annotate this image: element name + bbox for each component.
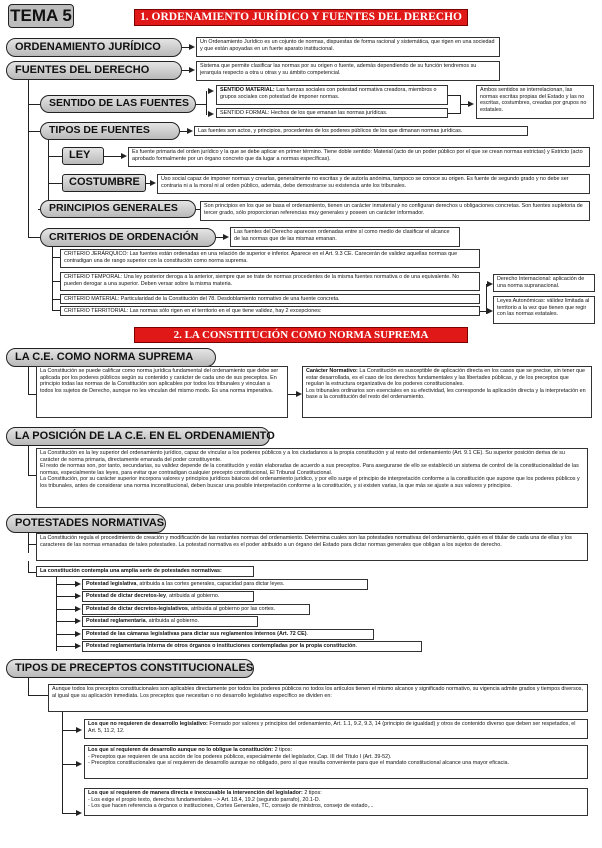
potestad-item bbox=[82, 641, 422, 652]
potestad-item bbox=[82, 616, 258, 627]
node-preceptos: TIPOS DE PRECEPTOS CONSTITUCIONALES bbox=[6, 659, 254, 678]
node-sentido: SENTIDO DE LAS FUENTES bbox=[40, 95, 196, 113]
sentido-material bbox=[216, 85, 448, 105]
tipos-definition: Las fuentes son actos, y principios, procedentes de los poderes públicos de los que dimanan normas jurídicas. bbox=[194, 126, 528, 136]
precepto-2-b: - Preceptos constitucionales que sí requieren de desarrollo aunque no obligado, pero sí que resulta conveniente para que el mandato constitucional alcance una mayor eficacia. bbox=[88, 760, 510, 767]
caracter-normativo-text: La Constitución es susceptible de aplicación directa en los casos que se precise, sin tener que estar desarrollada, es el caso de los derechos fundamentales y las libertades públicas, y de los preceptos que regulan la estructura organizativa de los poderes constitucionales. bbox=[306, 368, 585, 388]
section-2-title: 2. LA CONSTITUCIÓN COMO NORMA SUPREMA bbox=[134, 327, 468, 343]
costumbre-definition: Uso social capaz de imponer normas y crearlas, generalmente no escritas y de autoría anónima, tampoco se conoce su origen. Es fuente de segundo grado y no debe ser contraria ni a la moral ni al orden público, además, debe demostrarse su existencia ante los tribunales. bbox=[157, 174, 590, 194]
sentido-formal-label: SENTIDO FORMAL: bbox=[220, 110, 270, 116]
precepto-desarrollo-obligatorio bbox=[84, 788, 588, 816]
potestad-item bbox=[82, 604, 310, 615]
sentido-material-label: SENTIDO MATERIAL: bbox=[220, 87, 275, 93]
node-fuentes: FUENTES DEL DERECHO bbox=[6, 61, 182, 80]
criterio-temporal: CRITERIO TEMPORAL: Una ley posterior deroga a la anterior, siempre que se trate de normas procedentes de la misma fuentes normativa o de una equivalente. No pueden derogar a una superior. Deben versar sobre la misma materia. bbox=[60, 272, 480, 291]
precepto-1-text: Formado por valores y principios del ordenamiento, Art. 1.1, 9.2, 9.3, 14 (principio de igualdad) y otros de contenido diverso que deben ser respetados, el Art. 5, 11.2, 12. bbox=[88, 721, 576, 734]
principios-definition: Son principios en los que se basa el ordenamiento, tienen un carácter inmaterial y no configuran derechos u obligaciones concretas. Son fuentes supletoria de tercer grado, sólo proporcionan referencias muy generales y poseen un carácter informador. bbox=[200, 201, 590, 221]
excepcion-internacional: Derecho Internacional: aplicación de una norma supranacional. bbox=[493, 274, 595, 292]
precepto-3-label: Los que sí requieren de manera directa e inexcusable la intervención del legislador: bbox=[88, 790, 303, 796]
node-ordenamiento: ORDENAMIENTO JURÍDICO bbox=[6, 38, 182, 57]
preceptos-definition: Aunque todos los preceptos constitucionales son aplicables directamente por todos los poderes públicos no todos los artículos tienen el mismo alcance y significado normativo, su vigencia admite grados y tiempos diversos, al igual que su aplicación inmediata. Los preceptos que necesitan o no desarrollo legislativo específico se dividen en: bbox=[48, 684, 588, 712]
sentido-material-text: Las fuerzas sociales con potestad normativa creadora, miembros o grupos sociales con potestad de imponer normas. bbox=[220, 87, 437, 100]
potestad-item-rest: , atribuida a las cortes generales, capacidad para dictar leyes. bbox=[136, 581, 285, 587]
node-costumbre: COSTUMBRE bbox=[62, 174, 146, 192]
caracter-normativo-text-2: Los tribunales ordinarios son esenciales en su efectividad, les corresponde la aplicación directa y la interpretación en base a la constitución del resto del ordenamiento. bbox=[306, 387, 586, 401]
potestad-item-rest: , atribuida al gobierno. bbox=[166, 593, 220, 600]
node-tipos: TIPOS DE FUENTES bbox=[40, 122, 180, 140]
posicion-text-2: El resto de normas son, por tanto, secundarias, su validez depende de la constitución y están elaboradas de acuerdo a sus preceptos. Para asegurarse de ello se estableció un sistema de control de la constitucionalidad de las normas, especialmente las leyes, para evitar que contradigan cualquier precepto constitucional, El Tribunal Constitucional. bbox=[40, 463, 579, 476]
node-principios: PRINCIPIOS GENERALES bbox=[40, 200, 196, 218]
potestades-list-title: La constitución contempla una amplia serie de potestades normativas: bbox=[36, 566, 254, 577]
precepto-3-tail: 2 tipos: bbox=[304, 790, 322, 796]
potestad-item-bold: Potestad reglamentaria interna de otros órganos o instituciones contempladas por la propia constitución bbox=[86, 643, 356, 649]
criterio-territorial: CRITERIO TERRITORIAL: Las normas sólo rigen en el territorio en el que tiene validez, hay 2 excepciones: bbox=[60, 306, 480, 316]
excepcion-autonomicas: Leyes Autonómicas: válidez limitada al territorio a la vez que tienen que regir con las normas estatales. bbox=[493, 296, 595, 324]
criterios-definition: Las fuentes del Derecho aparecen ordenadas entre sí como medio de clasificar el alcance de las normas que de las mismas emanan. bbox=[230, 227, 460, 247]
potestad-item bbox=[82, 629, 374, 640]
criterio-material: CRITERIO MATERIAL: Particularidad de la Constitución del 78. Desdoblamiento normativo de una fuente concreta. bbox=[60, 294, 480, 304]
precepto-desarrollo-opcional bbox=[84, 745, 588, 779]
ley-definition: Es fuente primaria del orden jurídico y la que se debe aplicar en primer término. Tiene doble sentido: Material (acto de un poder público por el que se crean normas estrictas) y Estricto (acto aprobado formalmente por un órgano concreto que da lugar a normas específicas). bbox=[128, 147, 590, 167]
node-criterios: CRITERIOS DE ORDENACIÓN bbox=[40, 228, 216, 247]
node-posicion: LA POSICIÓN DE LA C.E. EN EL ORDENAMIENTO bbox=[6, 427, 270, 446]
potestad-item-bold: Potestad de dictar decretos-legislativos bbox=[86, 605, 188, 612]
potestad-item-bold: Potestad de dictar decretos-ley bbox=[86, 593, 166, 600]
sentido-interrelacion: Ambos sentidos se interrelacionan, las normas escritas propias del Estado y las no escritas, costumbres, creadas por grupos no estatales. bbox=[476, 85, 594, 119]
posicion-definition bbox=[36, 448, 588, 508]
potestad-item-rest: , atribuida al gobierno por las cortes. bbox=[187, 605, 276, 612]
potestades-definition: La Constitución regula el procedimiento de creación y modificación de las restantes normas del ordenamiento. Determina cuales son las potestades normativas del ordenamiento, quién es el titular de cada una de ellas y los caracteres de las normas emanadas de tales potestades. La potestad normativa es el poder atribuido a un órgano del Estado para dictar normas generales que obligan a los sujetos de derecho. bbox=[36, 533, 588, 561]
node-ley: LEY bbox=[62, 147, 104, 165]
tema-label: TEMA 5 bbox=[8, 4, 74, 28]
potestad-item-rest: . bbox=[306, 630, 309, 637]
potestad-item-rest: , atribuida al gobierno. bbox=[145, 618, 199, 625]
precepto-3-a: - Los exige el propio texto, derechos fundamentales --> Art. 18.4, 19.2 (segundo parrafo), 20.1-D. bbox=[88, 796, 321, 803]
node-ce-suprema: LA C.E. COMO NORMA SUPREMA bbox=[6, 348, 216, 367]
sentido-formal-text: Hechos de los que emanan las normas jurídicas. bbox=[270, 110, 388, 116]
criterio-jerarquico: CRITERIO JERÁRQUICO: Las fuentes están ordenadas en una relación de superior e inferior. Aparece en el Art. 9.3 CE. Carecerán de validez aquellas normas que contradigan una de rango superior con la constitución como norma suprema. bbox=[60, 249, 480, 268]
sentido-formal bbox=[216, 108, 448, 118]
posicion-text-3: La Constitución, por su carácter superior incorpora valores y principios jurídicos básicos del ordenamiento jurídico, y por ello surge el principio de interpretación conforme a la constitución que supone que los poderes públicos y los tribunales, antes de considerar una norma inconstitucional, deben buscar una posible interpretación conforme a la constitución, y si existen varias, la que más se ajuste a sus valores y principios. bbox=[40, 476, 580, 489]
potestad-item-bold: Potestad de las cámaras legislativas para dictar sus reglamentos internos (Art. 72 CE) bbox=[86, 630, 307, 637]
potestad-item bbox=[82, 579, 368, 590]
potestad-item-rest: . bbox=[355, 643, 358, 649]
precepto-2-label: Los que sí requieren de desarrollo aunque no lo obligue la constitución: bbox=[88, 747, 274, 753]
precepto-3-b: - Los que hacen referencia a órganos o instituciones, Cortes Generales, TC, consejo de ministros, consejo de estado,... bbox=[88, 803, 374, 810]
precepto-2-a: - Preceptos que requieren de una acción de los poderes públicos, especialmente del legislador, Cap. III del Título I (Art. 39-52). bbox=[88, 753, 392, 760]
precepto-sin-desarrollo bbox=[84, 719, 588, 739]
posicion-text-1: La Constitución es la ley superior del ordenamiento jurídico, capaz de vincular a los poderes públicos y a los ciudadanos a la propia constitución y al resto del ordenamiento (Art. 9.1 CE). Su superior posición deriva de su carácter de norma primaria, directamente emanada del poder constituyente. bbox=[40, 450, 565, 463]
node-potestades: POTESTADES NORMATIVAS bbox=[6, 514, 166, 533]
precepto-2-tail: 2 tipos: bbox=[274, 747, 292, 753]
fuentes-definition: Sistema que permite clasificar las normas por su origen o fuente, además dependiendo de su función tendremos su jerarquía respecto a otra u otras y su ámbito competencial. bbox=[196, 61, 500, 81]
ordenamiento-definition: Un Ordenamiento Jurídico es un cojunto de normas, dispuestas de forma racional y sistemática, que rigen en una sociedad y que están apoyadas en un fuerte aparato institucional. bbox=[196, 37, 500, 57]
caracter-normativo-label: Carácter Normativo: bbox=[306, 368, 358, 374]
ce-suprema-definition: La Constitución se puede calificar como norma jurídica fundamental del ordenamiento que debe ser aplicada por los poderes públicos según su contenido y carácter de cada uno de sus preceptos. En principio todas las normas de la Constitución son aplicables por todos los tribunales y vinculan a todos los sujetos de Derecho, aunque no les vinculan del mismo modo. Es una norma imperativa. bbox=[36, 366, 288, 418]
caracter-normativo bbox=[302, 366, 592, 418]
potestad-item-bold: Potestad legislativa bbox=[86, 581, 137, 587]
section-1-title: 1. ORDENAMIENTO JURÍDICO Y FUENTES DEL DERECHO bbox=[134, 9, 468, 26]
precepto-1-label: Los que no requieren de desarrollo legislativo: bbox=[88, 721, 208, 727]
potestad-item-bold: Potestad reglamentaria bbox=[86, 618, 146, 625]
potestad-item bbox=[82, 591, 254, 602]
